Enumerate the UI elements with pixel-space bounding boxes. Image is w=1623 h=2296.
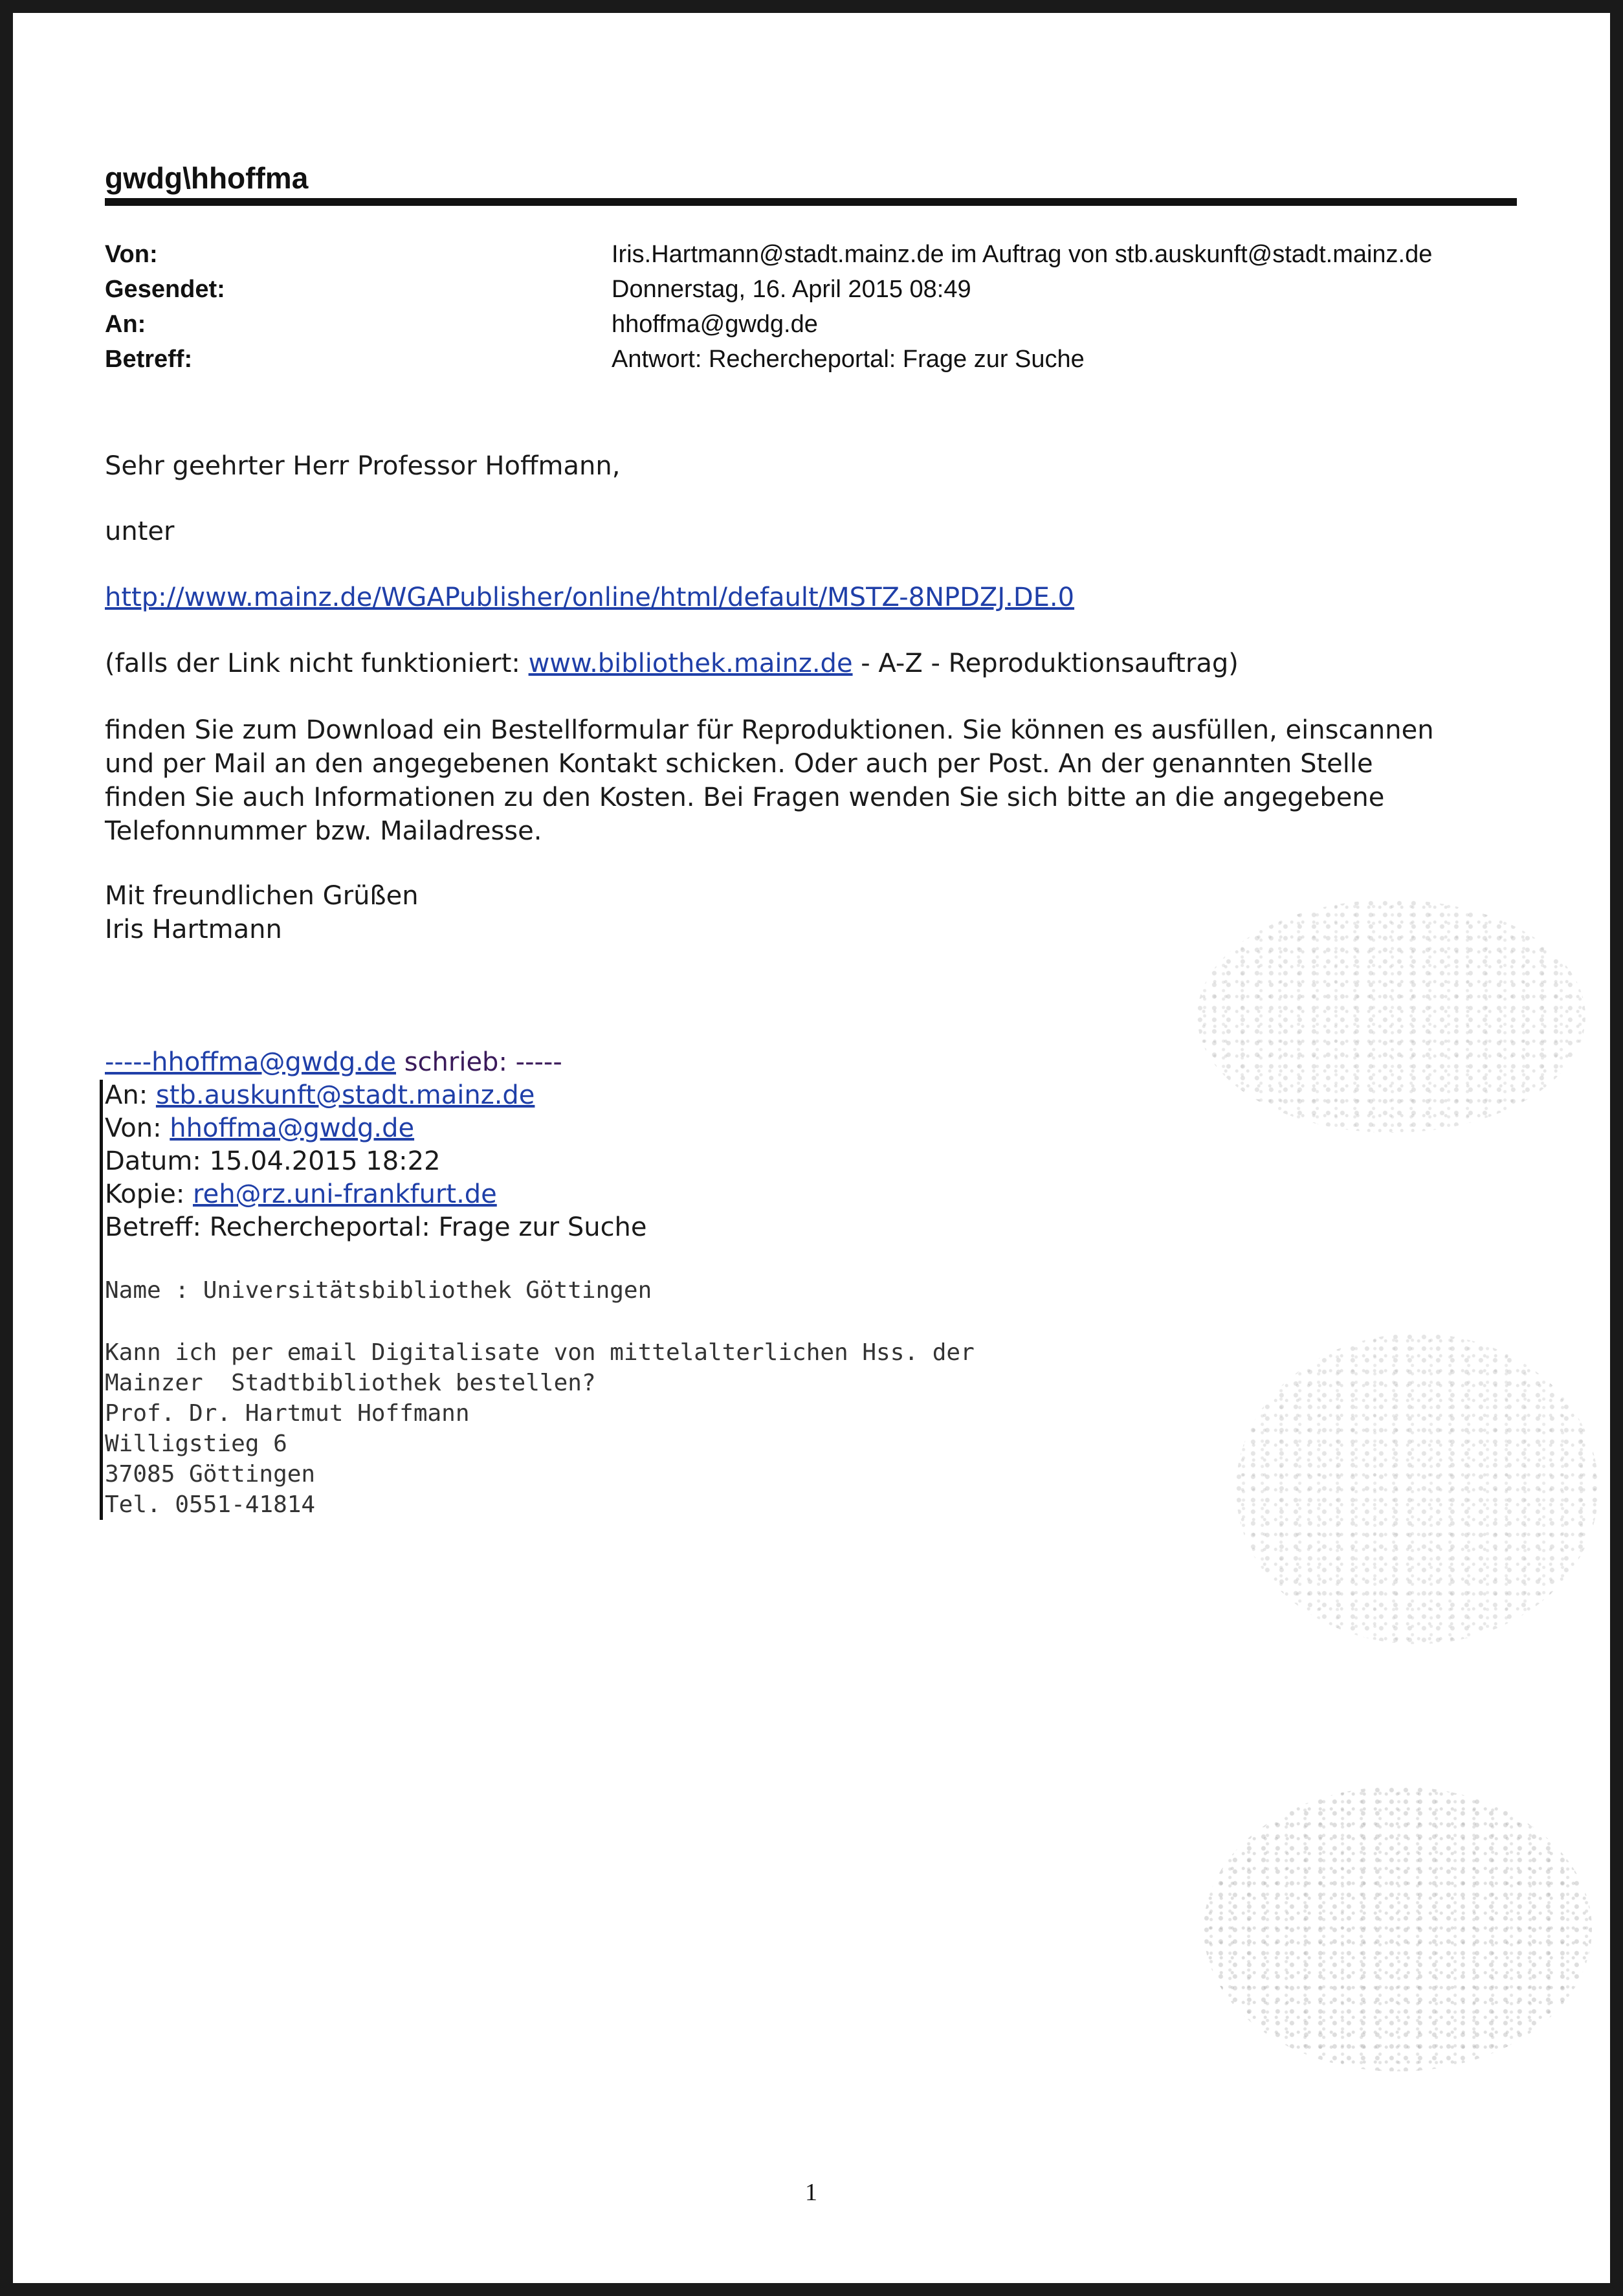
quoted-intro xyxy=(105,1045,562,1079)
unter-text: unter xyxy=(105,517,175,546)
mailbox-identity: gwdg\hhoffma xyxy=(105,161,309,195)
header-label-subject: Betreff: xyxy=(105,346,193,373)
header-label-from: Von: xyxy=(105,241,158,268)
library-link[interactable]: www.bibliothek.mainz.de xyxy=(528,649,853,678)
header-value-sent: Donnerstag, 16. April 2015 08:49 xyxy=(612,276,971,303)
quoted-message-line: Tel. 0551-41814 xyxy=(105,1491,316,1518)
order-form-link[interactable]: http://www.mainz.de/WGAPublisher/online/html/default/MSTZ-8NPDZJ.DE.0 xyxy=(105,583,1075,612)
quoted-message-line: Willigstieg 6 xyxy=(105,1431,287,1457)
paragraph-line: Telefonnummer bzw. Mailadresse. xyxy=(105,816,542,846)
quoted-message-line: 37085 Göttingen xyxy=(105,1461,316,1488)
quoted-intro-suffix: schrieb: ----- xyxy=(395,1047,562,1077)
header-rule xyxy=(105,198,1517,206)
quoted-date: Datum: 15.04.2015 18:22 xyxy=(105,1146,441,1176)
signature: Iris Hartmann xyxy=(105,915,282,944)
quoted-to-line xyxy=(105,1078,535,1112)
quoted-sender-link[interactable]: -----hhoffma@gwdg.de xyxy=(105,1047,396,1077)
order-form-link-line xyxy=(105,581,1074,614)
header-label-sent: Gesendet: xyxy=(105,276,225,303)
quote-bar xyxy=(100,1080,103,1520)
quoted-to-link[interactable]: stb.auskunft@stadt.mainz.de xyxy=(155,1080,535,1110)
quoted-message-line: Prof. Dr. Hartmut Hoffmann xyxy=(105,1400,470,1427)
fallback-prefix: (falls der Link nicht funktioniert: xyxy=(105,649,529,678)
document-page xyxy=(13,13,1610,2283)
quoted-to-label: An: xyxy=(105,1080,156,1110)
scan-noise xyxy=(1236,1333,1598,1644)
paragraph-line: und per Mail an den angegebenen Kontakt schicken. Oder auch per Post. An der genannten Stelle xyxy=(105,749,1373,779)
quoted-from-label: Von: xyxy=(105,1113,170,1143)
scan-noise xyxy=(1197,900,1585,1133)
quoted-subject: Betreff: Rechercheportal: Frage zur Suche xyxy=(105,1212,647,1242)
quoted-message-line: Mainzer Stadtbibliothek bestellen? xyxy=(105,1370,596,1396)
quoted-cc-line xyxy=(105,1177,497,1211)
quoted-cc-link[interactable]: reh@rz.uni-frankfurt.de xyxy=(193,1179,497,1209)
closing: Mit freundlichen Grüßen xyxy=(105,881,419,911)
quoted-from-link[interactable]: hhoffma@gwdg.de xyxy=(170,1113,415,1143)
quoted-name-line: Name : Universitätsbibliothek Göttingen xyxy=(105,1277,652,1304)
page-number: 1 xyxy=(805,2179,817,2206)
header-label-to: An: xyxy=(105,311,146,338)
paragraph-line: finden Sie auch Informationen zu den Kosten. Bei Fragen wenden Sie sich bitte an die angegebene xyxy=(105,783,1385,812)
quoted-message-line: Kann ich per email Digitalisate von mittelalterlichen Hss. der xyxy=(105,1339,975,1366)
fallback-line xyxy=(105,647,1239,680)
paragraph-line: finden Sie zum Download ein Bestellformular für Reproduktionen. Sie können es ausfüllen, einscannen xyxy=(105,715,1434,745)
fallback-suffix: - A-Z - Reproduktionsauftrag) xyxy=(852,649,1239,678)
header-value-from: Iris.Hartmann@stadt.mainz.de im Auftrag von stb.auskunft@stadt.mainz.de xyxy=(612,241,1433,268)
salutation: Sehr geehrter Herr Professor Hoffmann, xyxy=(105,451,621,481)
header-value-to: hhoffma@gwdg.de xyxy=(612,311,818,338)
scan-noise xyxy=(1204,1787,1592,2071)
header-value-subject: Antwort: Rechercheportal: Frage zur Suche xyxy=(612,346,1085,373)
quoted-cc-label: Kopie: xyxy=(105,1179,193,1209)
quoted-from-line xyxy=(105,1111,414,1145)
